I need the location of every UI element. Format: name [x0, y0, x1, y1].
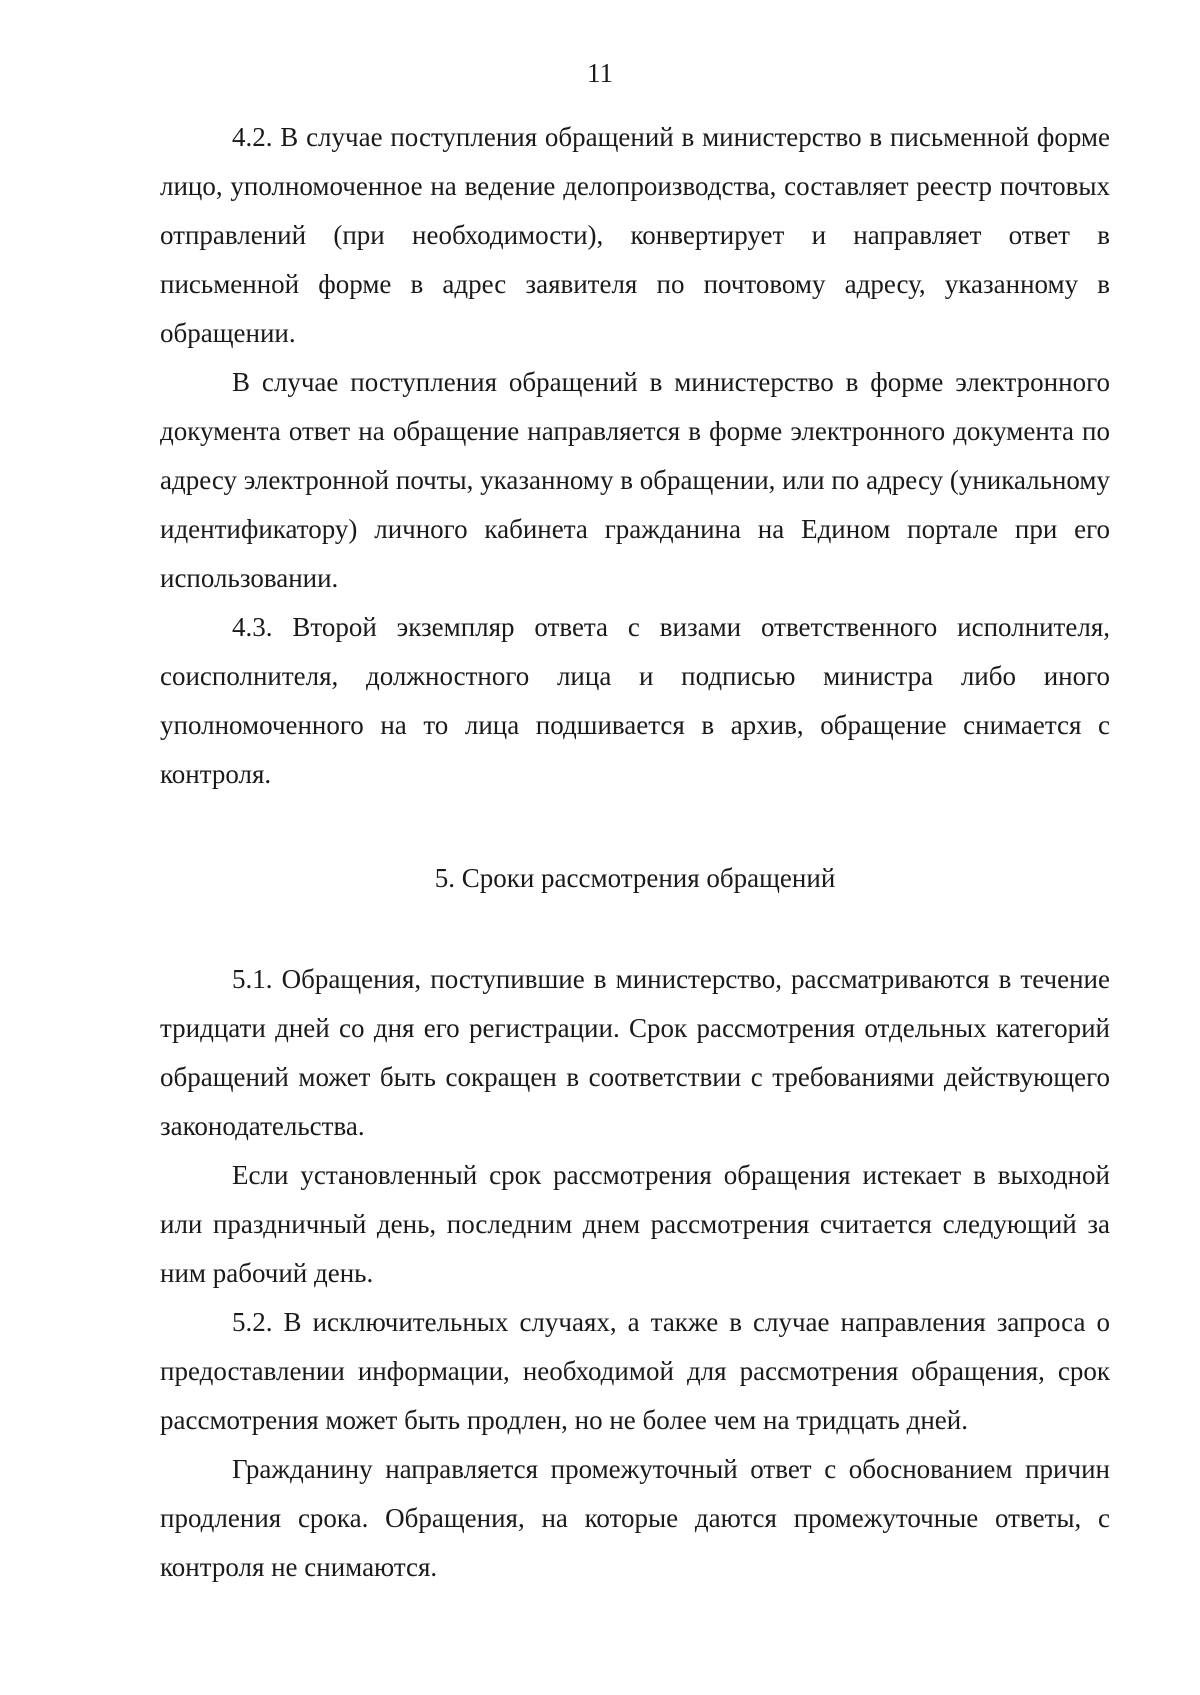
page-number: 11: [587, 58, 613, 88]
spacer: [160, 799, 1110, 854]
section-5-heading: 5. Сроки рассмотрения обращений: [434, 863, 836, 893]
paragraph-5-1-holiday: Если установленный срок рассмотрения обращения истекает в выходной или праздничный день, последним днем рассмотрения считается следующий за ним рабочий день.: [160, 1160, 1110, 1288]
paragraph-5-1: 5.1. Обращения, поступившие в министерство, рассматриваются в течение тридцати дней со дня его регистрации. Срок рассмотрения отдельных категорий обращений может быть сокращен в соответствии с требованиями действующего законодательства.: [160, 964, 1110, 1141]
paragraph-4-3: 4.3. Второй экземпляр ответа с визами ответственного исполнителя, соисполнителя, должностного лица и подписью министра либо иного уполномоченного на то лица подшивается в архив, обращение снимается с контроля.: [160, 612, 1110, 789]
paragraph-4-2: 4.2. В случае поступления обращений в министерство в письменной форме лицо, уполномоченное на ведение делопроизводства, составляет реестр почтовых отправлений (при необходимости), конвертирует и направляет ответ в письменной форме в адрес заявителя по почтовому адресу, указанному в обращении.: [160, 122, 1110, 348]
document-body: [160, 113, 1110, 1592]
paragraph-4-2-electronic: В случае поступления обращений в министерство в форме электронного документа ответ на обращение направляется в форме электронного документа по адресу электронной почты, указанному в обращении, или по адресу (уникальному идентификатору) личного кабинета гражданина на Едином портале при его использовании.: [160, 367, 1110, 593]
paragraph-5-2: 5.2. В исключительных случаях, а также в случае направления запроса о предоставлении информации, необходимой для рассмотрения обращения, срок рассмотрения может быть продлен, но не более чем на тридцать дней.: [160, 1307, 1110, 1435]
paragraph-5-2-interim: Гражданину направляется промежуточный ответ с обоснованием причин продления срока. Обращения, на которые даются промежуточные ответы, с контроля не снимаются.: [160, 1454, 1110, 1582]
spacer: [160, 903, 1110, 955]
